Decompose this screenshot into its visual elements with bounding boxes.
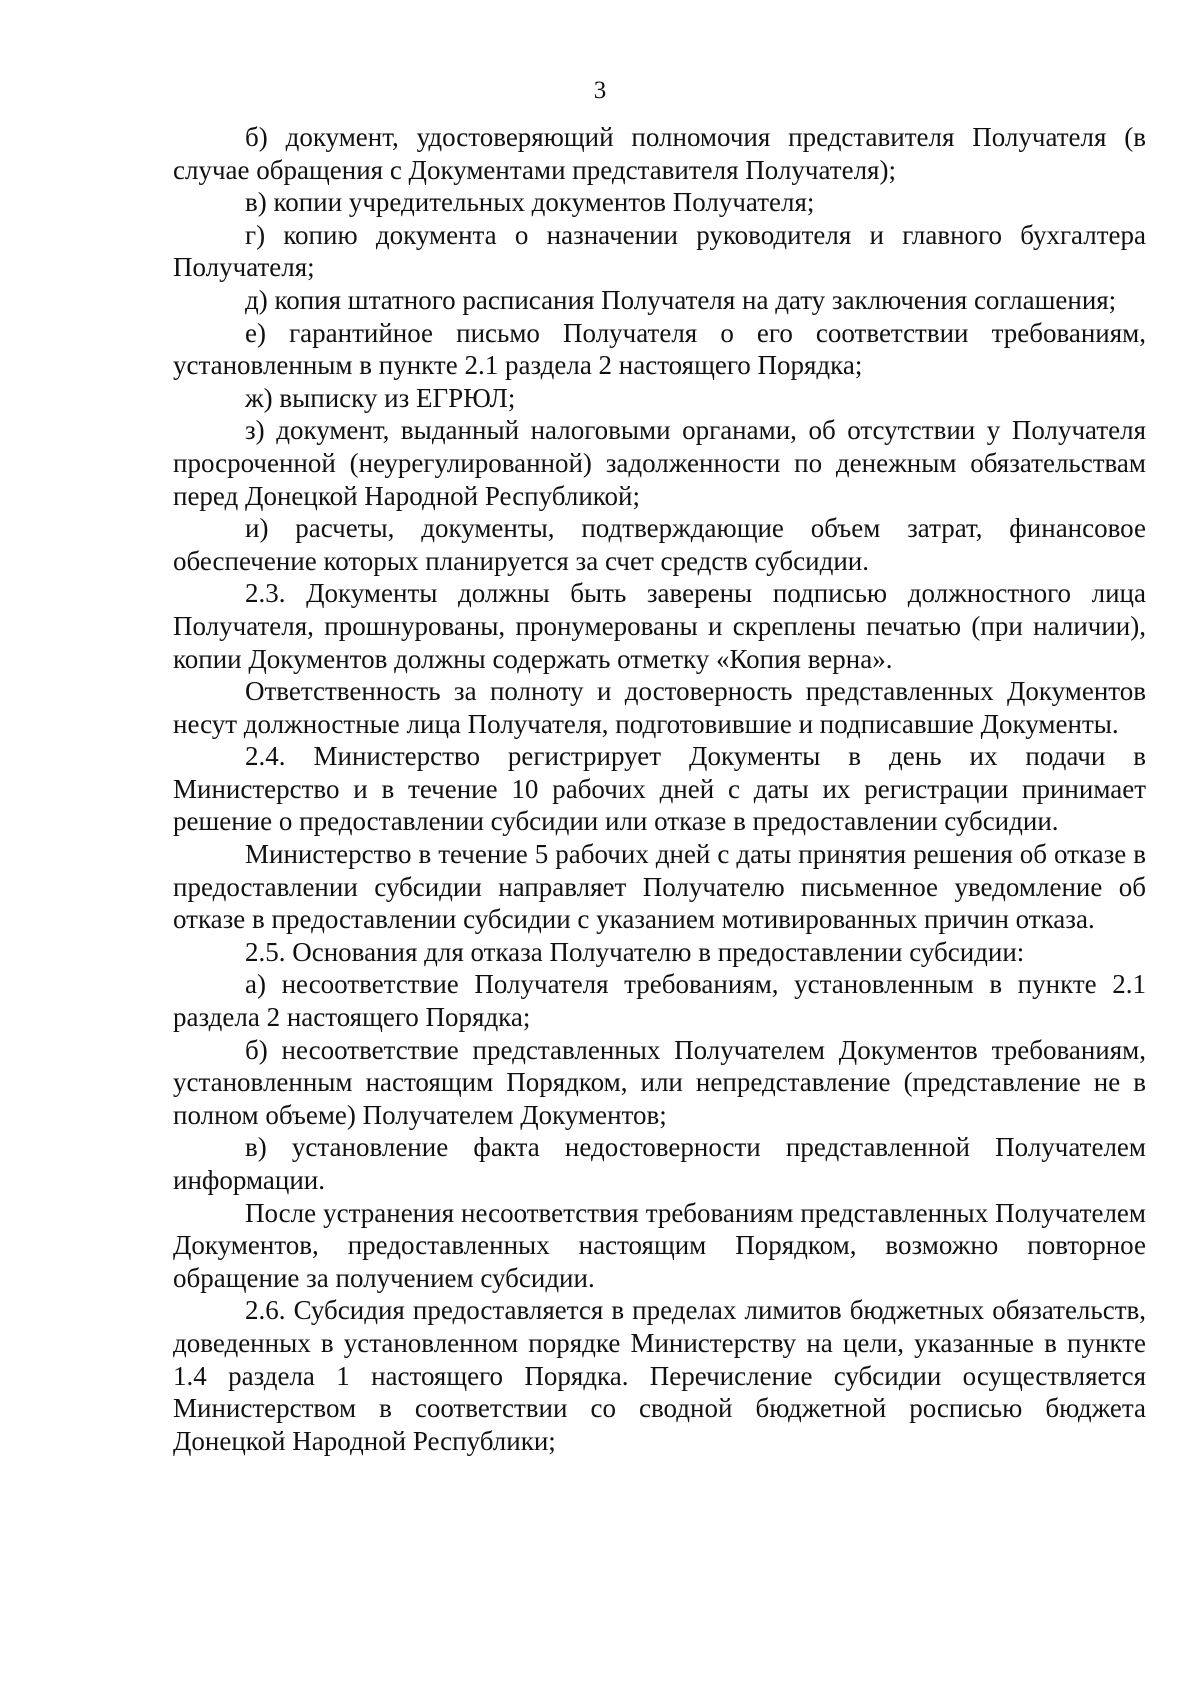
- paragraph-a-noncompliance: а) несоответствие Получателя требованиям, установленным в пункте 2.1 раздела 2 настоящего Порядка;: [173, 969, 1146, 1033]
- paragraph-2-5-refusal-grounds: 2.5. Основания для отказа Получателю в предоставлении субсидии:: [245, 936, 1025, 967]
- paragraph-z-tax-debt-document: з) документ, выданный налоговыми органами, об отсутствии у Получателя просроченной (неурегулированной) задолженности по денежным обязательствам перед Донецкой Народной Республикой;: [173, 415, 1146, 511]
- paragraph-2-6-subsidy-limits: 2.6. Субсидия предоставляется в пределах лимитов бюджетных обязательств, доведенных в установленном порядке Министерству на цели, указанные в пункте 1.4 раздела 1 настоящего Порядка. Перечисление субсидии осуществляется Министерством в соответствии со сводной бюджетной росписью бюджета Донецкой Народной Республики;: [173, 1295, 1146, 1456]
- paragraph-refusal-notice: Министерство в течение 5 рабочих дней с даты принятия решения об отказе в предоставлении субсидии направляет Получателю письменное уведомление об отказе в предоставлении субсидии с указанием мотивированных причин отказа.: [173, 839, 1146, 935]
- paragraph-zh-egrul-extract: ж) выписку из ЕГРЮЛ;: [245, 382, 516, 413]
- paragraph-responsibility: Ответственность за полноту и достоверность представленных Документов несут должностные лица Получателя, подготовившие и подписавшие Документы.: [173, 676, 1146, 739]
- paragraph-g-appointment-document: г) копию документа о назначении руководителя и главного бухгалтера Получателя;: [173, 219, 1146, 283]
- page-number: 3: [593, 77, 607, 104]
- paragraph-2-4-registration: 2.4. Министерство регистрирует Документы в день их подачи в Министерство и в течение 10 рабочих дней с даты их регистрации принимает решение о предоставлении субсидии или отказе в предоставлении субсидии.: [173, 741, 1146, 837]
- paragraph-v-unreliable-information: в) установление факта недостоверности представленной Получателем информации.: [173, 1132, 1146, 1195]
- paragraph-repeat-application: После устранения несоответствия требованиям представленных Получателем Документов, предоставленных настоящим Порядком, возможно повторное обращение за получением субсидии.: [173, 1197, 1146, 1293]
- paragraph-i-cost-calculations: и) расчеты, документы, подтверждающие объем затрат, финансовое обеспечение которых планируется за счет средств субсидии.: [173, 513, 1146, 576]
- paragraph-b-document-noncompliance: б) несоответствие представленных Получателем Документов требованиям, установленным настоящим Порядком, или непредставление (представление не в полном объеме) Получателем Документов;: [173, 1034, 1146, 1130]
- paragraph-v-founding-documents: в) копии учредительных документов Получателя;: [245, 187, 815, 218]
- paragraph-b-representative-document: б) документ, удостоверяющий полномочия представителя Получателя (в случае обращения с Документами представителя Получателя);: [173, 122, 1146, 185]
- document-body: [173, 121, 1146, 1457]
- paragraph-d-staff-schedule: д) копия штатного расписания Получателя на дату заключения соглашения;: [245, 284, 1117, 315]
- paragraph-e-guarantee-letter: е) гарантийное письмо Получателя о его соответствии требованиям, установленным в пункте 2.1 раздела 2 настоящего Порядка;: [173, 317, 1146, 381]
- paragraph-2-3-certification: 2.3. Документы должны быть заверены подписью должностного лица Получателя, прошнурованы, пронумерованы и скреплены печатью (при наличии), копии Документов должны содержать отметку «Копия верна».: [173, 578, 1146, 674]
